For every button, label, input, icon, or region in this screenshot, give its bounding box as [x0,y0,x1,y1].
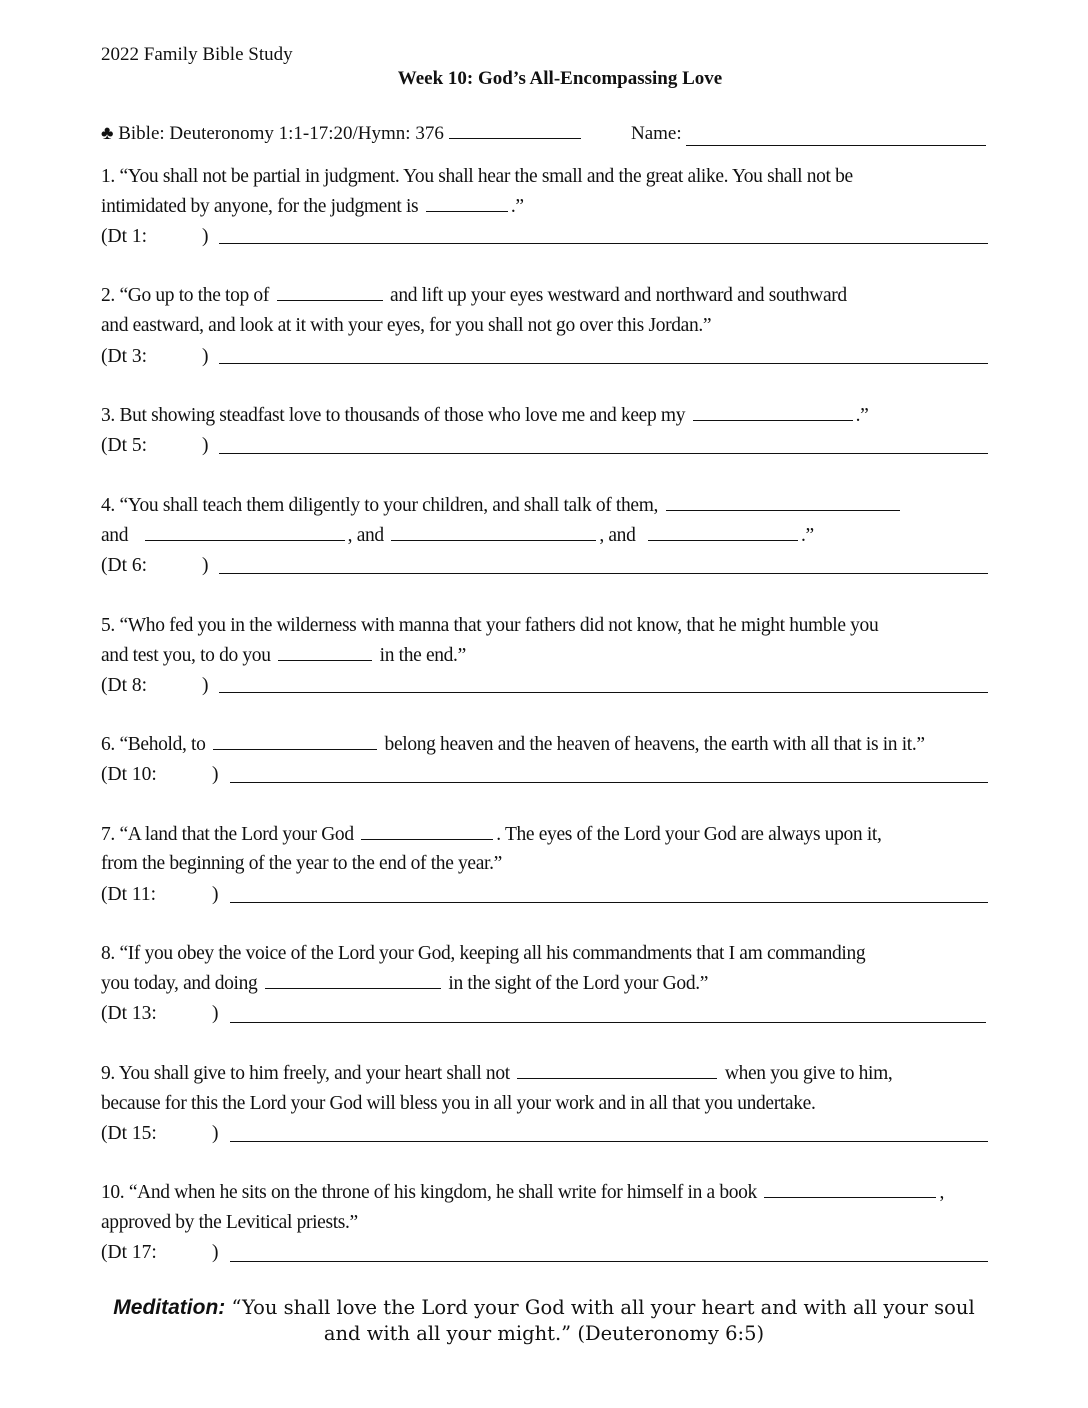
question-10-line-1: 10. “And when he sits on the throne of his kingdom, he shall write for himself in a book , [101,1182,944,1203]
question-4-blank-2[interactable] [145,539,345,541]
question-6-answer-line[interactable] [230,782,988,783]
question-8-line-2: you today, and doing in the sight of the Lord your God.” [101,973,709,994]
question-2-answer-line[interactable] [219,363,988,364]
question-7-ref: (Dt 11: [101,884,157,905]
question-3-answer-line[interactable] [219,453,988,454]
question-4-ref: (Dt 6: [101,555,148,576]
question-5-answer-line[interactable] [219,692,988,693]
question-7-line-2: from the beginning of the year to the end of the year.” [101,853,502,874]
meditation-line-1: Meditation: “You shall love the Lord your God with all your heart and with all your soul [113,1296,975,1319]
question-4-blank-1[interactable] [666,509,900,511]
question-7-blank[interactable] [361,838,493,840]
question-9-ref: (Dt 15: [101,1123,157,1144]
question-6-blank[interactable] [213,748,377,750]
meditation-line-2: and with all your might.” (Deuteronomy 6:5) [323,1322,765,1345]
question-4-line-2: and , and , and .” [101,525,814,546]
series-title: 2022 Family Bible Study [101,44,293,65]
question-4-blank-4[interactable] [648,539,798,541]
question-2-line-2: and eastward, and look at it with your eyes, for you shall not go over this Jordan.” [101,315,712,336]
name-label: Name: [631,123,682,144]
question-8-ref: (Dt 13: [101,1003,157,1024]
question-3-ref: (Dt 5: [101,435,148,456]
question-2-blank[interactable] [277,299,383,301]
question-6-line-1: 6. “Behold, to belong heaven and the heaven of heavens, the earth with all that is in it.” [101,734,925,755]
question-1-answer-line[interactable] [219,243,988,244]
question-4-answer-line[interactable] [219,573,988,574]
question-10-blank[interactable] [764,1196,936,1198]
question-2-ref: (Dt 3: [101,346,148,367]
question-9-line-2: because for this the Lord your God will bless you in all your work and in all that you undertake. [101,1093,816,1114]
question-9-blank[interactable] [517,1077,717,1079]
question-10-answer-line[interactable] [230,1261,988,1262]
question-1-blank[interactable] [426,210,508,212]
question-6-ref: (Dt 10: [101,764,157,785]
question-5-ref: (Dt 8: [101,675,148,696]
question-10-ref: (Dt 17: [101,1242,157,1263]
question-8-blank[interactable] [265,987,441,989]
question-10-line-2: approved by the Levitical priests.” [101,1212,358,1233]
page-title: Week 10: God’s All-Encompassing Love [397,68,723,89]
worksheet-page: 2022 Family Bible Study Week 10: God’s All-Encompassing Love ♣ Bible: Deuteronomy 1:1-17:20/Hymn: 376 Name: 1. “You shall not be partial in judgment. You shall hear the small and the great alike. You shall not be intimidated by anyone, for the judgment is .” (Dt 1: ) 2. “Go up to the top of and lift up your eyes westward and northward and southward and eastward, and look at it with your eyes, for you shall not go over this Jordan.” (Dt 3: ) 3. But showing steadfast love to thousands of those who love me and keep my .” (Dt 5: ) 4. “You shall teach them diligently to your children, and shall talk of them, and , and , and .” (Dt 6: ) 5. “Who fed you in the wilderness with manna that your fathers did not know, that he might humble you and test you, to do you in the end.” (Dt 8: ) 6. “Behold, to belong heaven and the heaven of heavens, the earth with all that is in it.” (Dt 10: ) 7. “A land that the Lord your God . The eyes of the Lord your God are always upon it, from the beginning of the year to the end of the year.” (Dt 11: ) 8. “If you obey the voice of the Lord your God, keeping all his commandments that I am commanding you today, and doing in the sight of the Lord your God.” (Dt 13: ) 9. You shall give to him freely, and your heart shall not when you give to him, because for this the Lord your God will bless you in all your work and in all that you undertake. (Dt 15: ) 10. “And when he sits on the throne of his kingdom, he shall write for himself in a book , approved by the Levitical priests.” (Dt 17: ) Meditation: “You shall love the Lord your God with all your heart and with all your soul and with all your might.” (Deuteronomy 6:5) [0,0,1088,1408]
question-5-line-1: 5. “Who fed you in the wilderness with manna that your fathers did not know, that he might humble you [101,615,879,636]
reading-text: Bible: Deuteronomy 1:1-17:20/Hymn: 376 [118,123,444,144]
question-1-line-1: 1. “You shall not be partial in judgment. You shall hear the small and the great alike. You shall not be [101,166,853,187]
question-4-blank-3[interactable] [391,539,596,541]
question-9-line-1: 9. You shall give to him freely, and your heart shall not when you give to him, [101,1063,893,1084]
question-3-blank[interactable] [693,419,853,421]
question-3-line-1: 3. But showing steadfast love to thousands of those who love me and keep my .” [101,405,869,426]
question-7-line-1: 7. “A land that the Lord your God . The eyes of the Lord your God are always upon it, [101,824,882,845]
question-5-line-2: and test you, to do you in the end.” [101,645,466,666]
question-5-blank[interactable] [278,659,372,661]
question-4-line-1: 4. “You shall teach them diligently to your children, and shall talk of them, [101,495,988,517]
question-9-answer-line[interactable] [230,1141,988,1142]
reading-assignment [101,123,581,145]
question-1-line-2: intimidated by anyone, for the judgment is .” [101,196,524,217]
question-1-ref: (Dt 1: [101,226,148,247]
club-icon: ♣ [101,123,114,144]
question-8-line-1: 8. “If you obey the voice of the Lord your God, keeping all his commandments that I am commanding [101,943,866,964]
question-8-answer-line[interactable] [230,1022,986,1023]
meditation-label: Meditation: [113,1296,226,1319]
name-field[interactable] [686,145,986,146]
question-7-answer-line[interactable] [230,902,988,903]
question-2-line-1: 2. “Go up to the top of and lift up your eyes westward and northward and southward [101,285,847,306]
